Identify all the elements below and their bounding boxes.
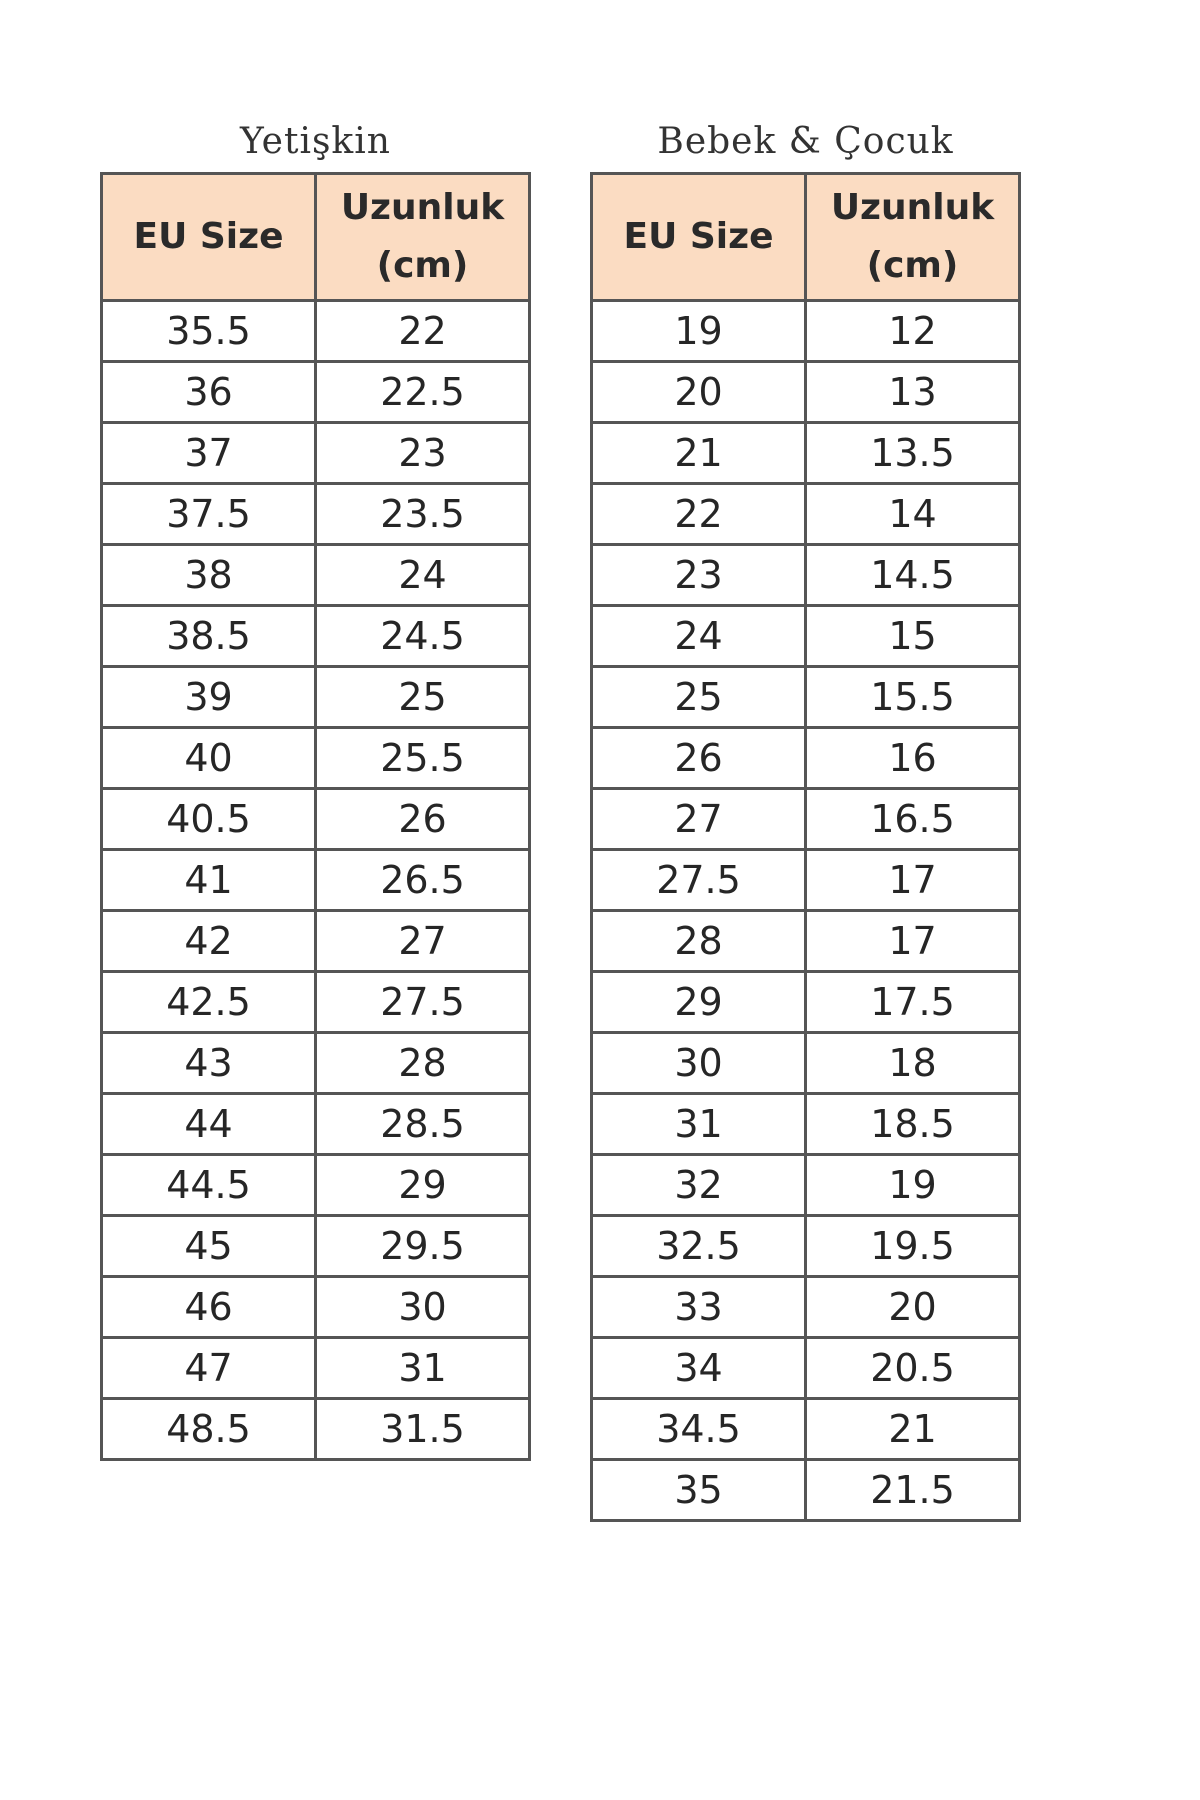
eu-size-cell: 42.5: [102, 972, 316, 1033]
length-cell: 24.5: [316, 606, 530, 667]
table-row: [102, 1033, 530, 1094]
table-row: [592, 606, 1020, 667]
table-row: [102, 1277, 530, 1338]
table-row: [102, 484, 530, 545]
length-cell: 30: [316, 1277, 530, 1338]
eu-size-cell: 35: [592, 1460, 806, 1521]
table-row: [592, 423, 1020, 484]
child-header-row: [592, 174, 1020, 301]
length-cell: 13.5: [806, 423, 1020, 484]
eu-size-cell: 48.5: [102, 1399, 316, 1460]
table-row: [592, 484, 1020, 545]
table-row: [592, 667, 1020, 728]
eu-size-cell: 44: [102, 1094, 316, 1155]
length-cell: 16: [806, 728, 1020, 789]
child-length-header-label: Uzunluk: [830, 187, 995, 228]
eu-size-cell: 34: [592, 1338, 806, 1399]
table-row: [102, 423, 530, 484]
table-row: [592, 789, 1020, 850]
eu-size-cell: 32: [592, 1155, 806, 1216]
length-cell: 15: [806, 606, 1020, 667]
eu-size-cell: 29: [592, 972, 806, 1033]
eu-size-cell: 44.5: [102, 1155, 316, 1216]
table-row: [592, 362, 1020, 423]
table-row: [102, 667, 530, 728]
eu-size-cell: 36: [102, 362, 316, 423]
length-cell: 14: [806, 484, 1020, 545]
length-cell: 19: [806, 1155, 1020, 1216]
length-cell: 25.5: [316, 728, 530, 789]
eu-size-cell: 42: [102, 911, 316, 972]
length-cell: 22.5: [316, 362, 530, 423]
length-cell: 17: [806, 911, 1020, 972]
length-cell: 26.5: [316, 850, 530, 911]
table-row: [102, 545, 530, 606]
eu-size-cell: 46: [102, 1277, 316, 1338]
adult-table-title: Yetişkin: [240, 121, 391, 162]
table-row: [592, 1338, 1020, 1399]
table-row: [102, 850, 530, 911]
eu-size-cell: 28: [592, 911, 806, 972]
length-cell: 26: [316, 789, 530, 850]
eu-size-cell: 21: [592, 423, 806, 484]
table-row: [102, 1399, 530, 1460]
child-eu-size-header: EU Size: [592, 174, 806, 301]
table-row: [102, 301, 530, 362]
eu-size-cell: 26: [592, 728, 806, 789]
table-row: [102, 606, 530, 667]
length-cell: 31.5: [316, 1399, 530, 1460]
eu-size-cell: 23: [592, 545, 806, 606]
table-row: [592, 1033, 1020, 1094]
eu-size-cell: 24: [592, 606, 806, 667]
length-cell: 15.5: [806, 667, 1020, 728]
length-cell: 23.5: [316, 484, 530, 545]
length-cell: 28.5: [316, 1094, 530, 1155]
table-row: [592, 1460, 1020, 1521]
length-cell: 17.5: [806, 972, 1020, 1033]
adult-length-header-label: Uzunluk: [340, 187, 505, 228]
eu-size-cell: 38.5: [102, 606, 316, 667]
eu-size-cell: 37: [102, 423, 316, 484]
eu-size-cell: 22: [592, 484, 806, 545]
eu-size-cell: 31: [592, 1094, 806, 1155]
eu-size-cell: 25: [592, 667, 806, 728]
length-cell: 17: [806, 850, 1020, 911]
eu-size-cell: 27.5: [592, 850, 806, 911]
child-length-header-unit: (cm): [866, 245, 959, 286]
child-size-table: [590, 172, 1021, 1522]
length-cell: 21: [806, 1399, 1020, 1460]
eu-size-cell: 43: [102, 1033, 316, 1094]
table-row: [592, 972, 1020, 1033]
length-cell: 28: [316, 1033, 530, 1094]
length-cell: 24: [316, 545, 530, 606]
table-row: [592, 301, 1020, 362]
table-row: [102, 362, 530, 423]
table-row: [592, 1399, 1020, 1460]
length-cell: 25: [316, 667, 530, 728]
table-row: [592, 728, 1020, 789]
table-row: [102, 789, 530, 850]
eu-size-cell: 34.5: [592, 1399, 806, 1460]
eu-size-cell: 32.5: [592, 1216, 806, 1277]
eu-size-cell: 37.5: [102, 484, 316, 545]
eu-size-cell: 20: [592, 362, 806, 423]
adult-length-header-unit: (cm): [376, 245, 469, 286]
table-row: [102, 1216, 530, 1277]
eu-size-cell: 39: [102, 667, 316, 728]
table-row: [592, 911, 1020, 972]
table-row: [102, 972, 530, 1033]
length-cell: 19.5: [806, 1216, 1020, 1277]
eu-size-cell: 19: [592, 301, 806, 362]
length-cell: 22: [316, 301, 530, 362]
length-cell: 13: [806, 362, 1020, 423]
length-cell: 12: [806, 301, 1020, 362]
table-row: [592, 545, 1020, 606]
child-table-title: Bebek & Çocuk: [657, 121, 954, 162]
length-cell: 16.5: [806, 789, 1020, 850]
eu-size-cell: 27: [592, 789, 806, 850]
adult-size-table-block: [100, 112, 531, 1461]
adult-length-header: [316, 174, 530, 301]
table-row: [592, 850, 1020, 911]
eu-size-cell: 35.5: [102, 301, 316, 362]
eu-size-cell: 47: [102, 1338, 316, 1399]
eu-size-cell: 33: [592, 1277, 806, 1338]
table-row: [592, 1094, 1020, 1155]
adult-header-row: [102, 174, 530, 301]
length-cell: 18.5: [806, 1094, 1020, 1155]
eu-size-cell: 40: [102, 728, 316, 789]
length-cell: 21.5: [806, 1460, 1020, 1521]
child-length-header: [806, 174, 1020, 301]
length-cell: 27.5: [316, 972, 530, 1033]
child-size-table-block: [590, 112, 1021, 1522]
length-cell: 20.5: [806, 1338, 1020, 1399]
adult-table-body: [102, 301, 530, 1460]
length-cell: 27: [316, 911, 530, 972]
eu-size-cell: 41: [102, 850, 316, 911]
table-row: [102, 911, 530, 972]
length-cell: 29: [316, 1155, 530, 1216]
length-cell: 23: [316, 423, 530, 484]
eu-size-cell: 40.5: [102, 789, 316, 850]
length-cell: 20: [806, 1277, 1020, 1338]
table-row: [592, 1277, 1020, 1338]
length-cell: 18: [806, 1033, 1020, 1094]
eu-size-cell: 45: [102, 1216, 316, 1277]
adult-size-table: [100, 172, 531, 1461]
length-cell: 14.5: [806, 545, 1020, 606]
length-cell: 29.5: [316, 1216, 530, 1277]
adult-eu-size-header: EU Size: [102, 174, 316, 301]
eu-size-cell: 30: [592, 1033, 806, 1094]
table-row: [592, 1216, 1020, 1277]
table-row: [102, 1094, 530, 1155]
table-row: [102, 1155, 530, 1216]
child-table-body: [592, 301, 1020, 1521]
eu-size-cell: 38: [102, 545, 316, 606]
table-row: [102, 728, 530, 789]
length-cell: 31: [316, 1338, 530, 1399]
table-row: [102, 1338, 530, 1399]
table-row: [592, 1155, 1020, 1216]
